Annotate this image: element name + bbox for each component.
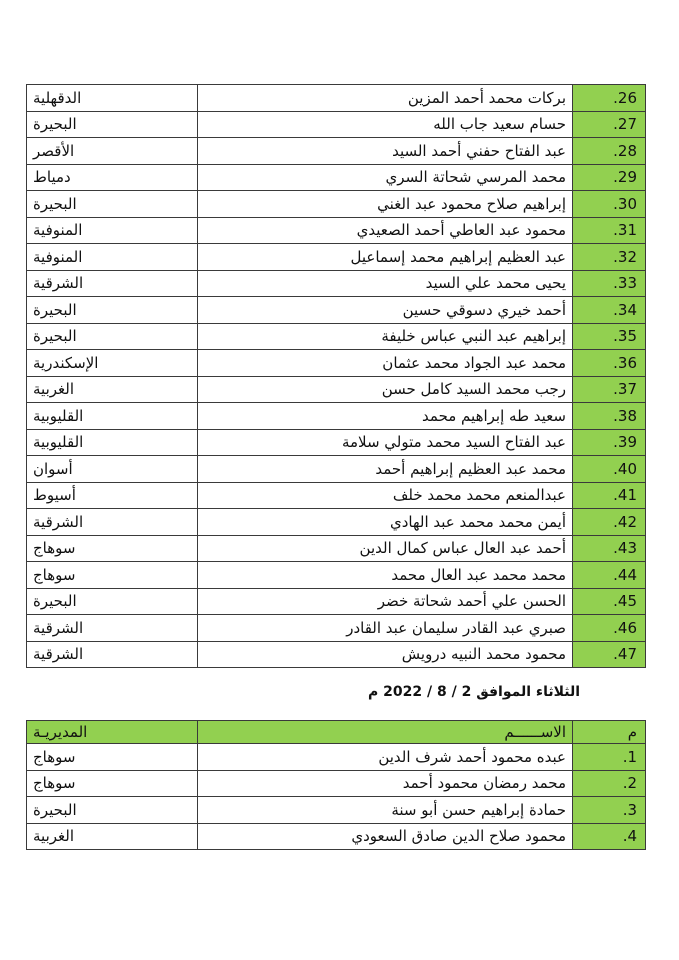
row-governorate: البحيرة: [27, 191, 198, 218]
table-row: [27, 744, 646, 771]
row-governorate: الإسكندرية: [27, 350, 198, 377]
row-name: محمد عبد العظيم إبراهيم أحمد: [198, 456, 573, 483]
row-governorate: الغربية: [27, 823, 198, 850]
roster-table-1: [26, 84, 646, 668]
table-row: [27, 562, 646, 589]
row-number: .36: [573, 350, 646, 377]
roster-table-1-body: [27, 85, 646, 668]
row-name: بركات محمد أحمد المزين: [198, 85, 573, 112]
row-name: حمادة إبراهيم حسن أبو سنة: [198, 797, 573, 824]
table-row: [27, 270, 646, 297]
table-row: [27, 403, 646, 430]
row-name: صبري عبد القادر سليمان عبد القادر: [198, 615, 573, 642]
row-number: .3: [573, 797, 646, 824]
row-governorate: البحيرة: [27, 111, 198, 138]
row-number: .42: [573, 509, 646, 536]
row-name: أيمن محمد محمد عبد الهادي: [198, 509, 573, 536]
table-row: [27, 191, 646, 218]
table-row: [27, 244, 646, 271]
row-number: .40: [573, 456, 646, 483]
row-number: .35: [573, 323, 646, 350]
row-governorate: أسيوط: [27, 482, 198, 509]
row-name: حسام سعيد جاب الله: [198, 111, 573, 138]
row-governorate: الشرقية: [27, 270, 198, 297]
table-row: [27, 823, 646, 850]
row-governorate: المنوفية: [27, 244, 198, 271]
row-number: .41: [573, 482, 646, 509]
row-name: عبد الفتاح حفني أحمد السيد: [198, 138, 573, 165]
row-number: .38: [573, 403, 646, 430]
row-number: .45: [573, 588, 646, 615]
row-name: عبد الفتاح السيد محمد متولي سلامة: [198, 429, 573, 456]
row-name: محمود صلاح الدين صادق السعودي: [198, 823, 573, 850]
row-name: عبد العظيم إبراهيم محمد إسماعيل: [198, 244, 573, 271]
row-number: .31: [573, 217, 646, 244]
row-name: محمد محمد عبد العال محمد: [198, 562, 573, 589]
row-number: .33: [573, 270, 646, 297]
table-header-row: [27, 721, 646, 744]
row-name: سعيد طه إبراهيم محمد: [198, 403, 573, 430]
row-governorate: البحيرة: [27, 588, 198, 615]
row-governorate: الأقصر: [27, 138, 198, 165]
row-governorate: سوهاج: [27, 744, 198, 771]
row-governorate: البحيرة: [27, 797, 198, 824]
table-row: [27, 615, 646, 642]
row-governorate: الشرقية: [27, 615, 198, 642]
row-governorate: أسوان: [27, 456, 198, 483]
row-governorate: البحيرة: [27, 323, 198, 350]
row-number: .2: [573, 770, 646, 797]
row-name: محمد عبد الجواد محمد عثمان: [198, 350, 573, 377]
row-governorate: سوهاج: [27, 562, 198, 589]
row-number: .1: [573, 744, 646, 771]
table-row: [27, 164, 646, 191]
row-governorate: سوهاج: [27, 770, 198, 797]
row-name: رجب محمد السيد كامل حسن: [198, 376, 573, 403]
row-governorate: القليوبية: [27, 403, 198, 430]
row-name: إبراهيم عبد النبي عباس خليفة: [198, 323, 573, 350]
row-number: .47: [573, 641, 646, 668]
row-name: محمد المرسي شحاتة السري: [198, 164, 573, 191]
row-number: .32: [573, 244, 646, 271]
row-governorate: الشرقية: [27, 509, 198, 536]
row-governorate: سوهاج: [27, 535, 198, 562]
row-name: محمد رمضان محمود أحمد: [198, 770, 573, 797]
row-number: .27: [573, 111, 646, 138]
roster-table-2-body: [27, 721, 646, 850]
table-row: [27, 509, 646, 536]
row-number: .46: [573, 615, 646, 642]
table-row: [27, 535, 646, 562]
row-name: إبراهيم صلاح محمود عبد الغني: [198, 191, 573, 218]
table-row: [27, 770, 646, 797]
table-row: [27, 138, 646, 165]
header-name: الاســــــم: [198, 721, 573, 744]
header-governorate: المديريـة: [27, 721, 198, 744]
session-date: الثلاثاء الموافق 2 / 8 / 2022 م: [368, 684, 580, 700]
table-row: [27, 429, 646, 456]
row-number: .37: [573, 376, 646, 403]
row-number: .26: [573, 85, 646, 112]
row-number: .29: [573, 164, 646, 191]
row-governorate: الدقهلية: [27, 85, 198, 112]
table-row: [27, 456, 646, 483]
row-governorate: الشرقية: [27, 641, 198, 668]
row-governorate: المنوفية: [27, 217, 198, 244]
row-name: أحمد خيري دسوقي حسين: [198, 297, 573, 324]
row-governorate: القليوبية: [27, 429, 198, 456]
table-row: [27, 588, 646, 615]
table-row: [27, 797, 646, 824]
row-number: .39: [573, 429, 646, 456]
row-name: محمود محمد النبيه درويش: [198, 641, 573, 668]
table-row: [27, 323, 646, 350]
row-name: عبده محمود أحمد شرف الدين: [198, 744, 573, 771]
table-row: [27, 297, 646, 324]
table-row: [27, 85, 646, 112]
header-num: م: [573, 721, 646, 744]
row-governorate: الغربية: [27, 376, 198, 403]
row-name: أحمد عبد العال عباس كمال الدين: [198, 535, 573, 562]
roster-table-2: [26, 720, 646, 850]
row-number: .30: [573, 191, 646, 218]
row-number: .34: [573, 297, 646, 324]
row-name: محمود عبد العاطي أحمد الصعيدي: [198, 217, 573, 244]
table-row: [27, 641, 646, 668]
row-number: .43: [573, 535, 646, 562]
row-governorate: البحيرة: [27, 297, 198, 324]
table-row: [27, 482, 646, 509]
row-name: الحسن علي أحمد شحاتة خضر: [198, 588, 573, 615]
table-row: [27, 376, 646, 403]
table-row: [27, 350, 646, 377]
table-row: [27, 217, 646, 244]
row-number: .4: [573, 823, 646, 850]
row-number: .28: [573, 138, 646, 165]
row-name: يحيى محمد علي السيد: [198, 270, 573, 297]
row-number: .44: [573, 562, 646, 589]
row-governorate: دمياط: [27, 164, 198, 191]
table-row: [27, 111, 646, 138]
row-name: عبدالمنعم محمد محمد خلف: [198, 482, 573, 509]
